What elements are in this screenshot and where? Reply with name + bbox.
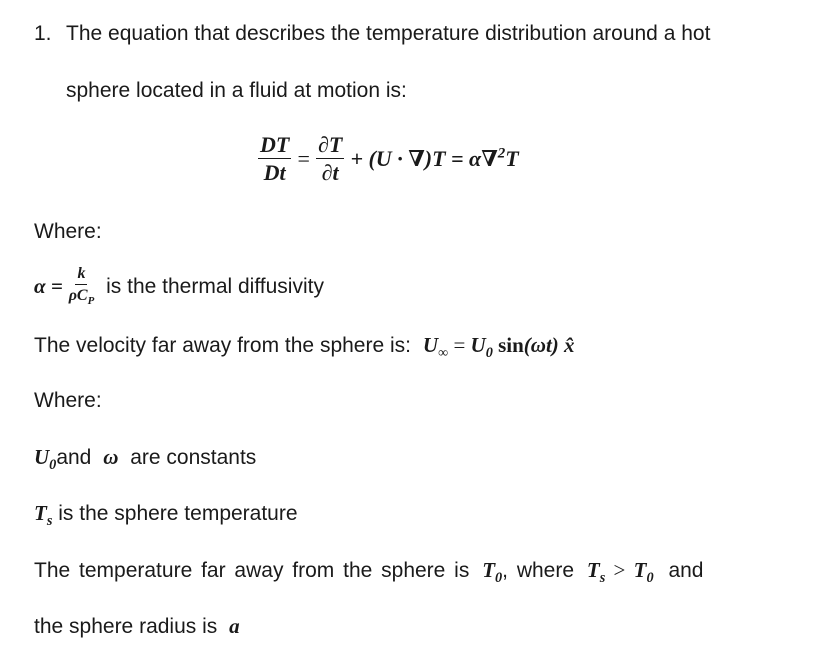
- equation-rhs: + (U · ∇)T = α∇$^2$T: [350, 145, 519, 172]
- velocity-line: The velocity far away from the sphere is: $U_\infty = U_0$ sin(ωt) x̂: [34, 333, 575, 362]
- equals-sign: =: [297, 146, 310, 171]
- where-label-1: Where:: [34, 220, 102, 243]
- far-field-temperature-line: The temperature far away from the sphere is $T_0$, where $T_s > T_0$ and: [34, 558, 704, 587]
- energy-equation: [258, 134, 519, 184]
- alpha-symbol: α =: [34, 274, 63, 299]
- intro-line-1: The equation that describes the temperature distribution around a hot: [66, 22, 711, 45]
- material-derivative-fraction: $\frac{DT}{Dt}$: [260, 132, 290, 185]
- velocity-expression: $U_\infty = U_0$ sin(ωt) x̂: [422, 333, 575, 362]
- alpha-fraction: $\frac{k}{\rho C_P}$: [68, 265, 95, 308]
- alpha-description: is the thermal diffusivity: [106, 274, 324, 298]
- constants-line: $U_0and$ ω are constants: [34, 445, 257, 474]
- sphere-temperature-line: $T_s$ is the sphere temperature: [34, 501, 298, 530]
- radius-line: the sphere radius is a: [34, 614, 240, 638]
- where-label-2: Where:: [34, 389, 102, 412]
- partial-derivative-fraction: $\frac{\partial T}{\partial t}$: [318, 132, 343, 185]
- item-number: 1.: [34, 22, 52, 45]
- intro-line-2: sphere located in a fluid at motion is:: [66, 79, 407, 102]
- alpha-definition: [34, 266, 324, 307]
